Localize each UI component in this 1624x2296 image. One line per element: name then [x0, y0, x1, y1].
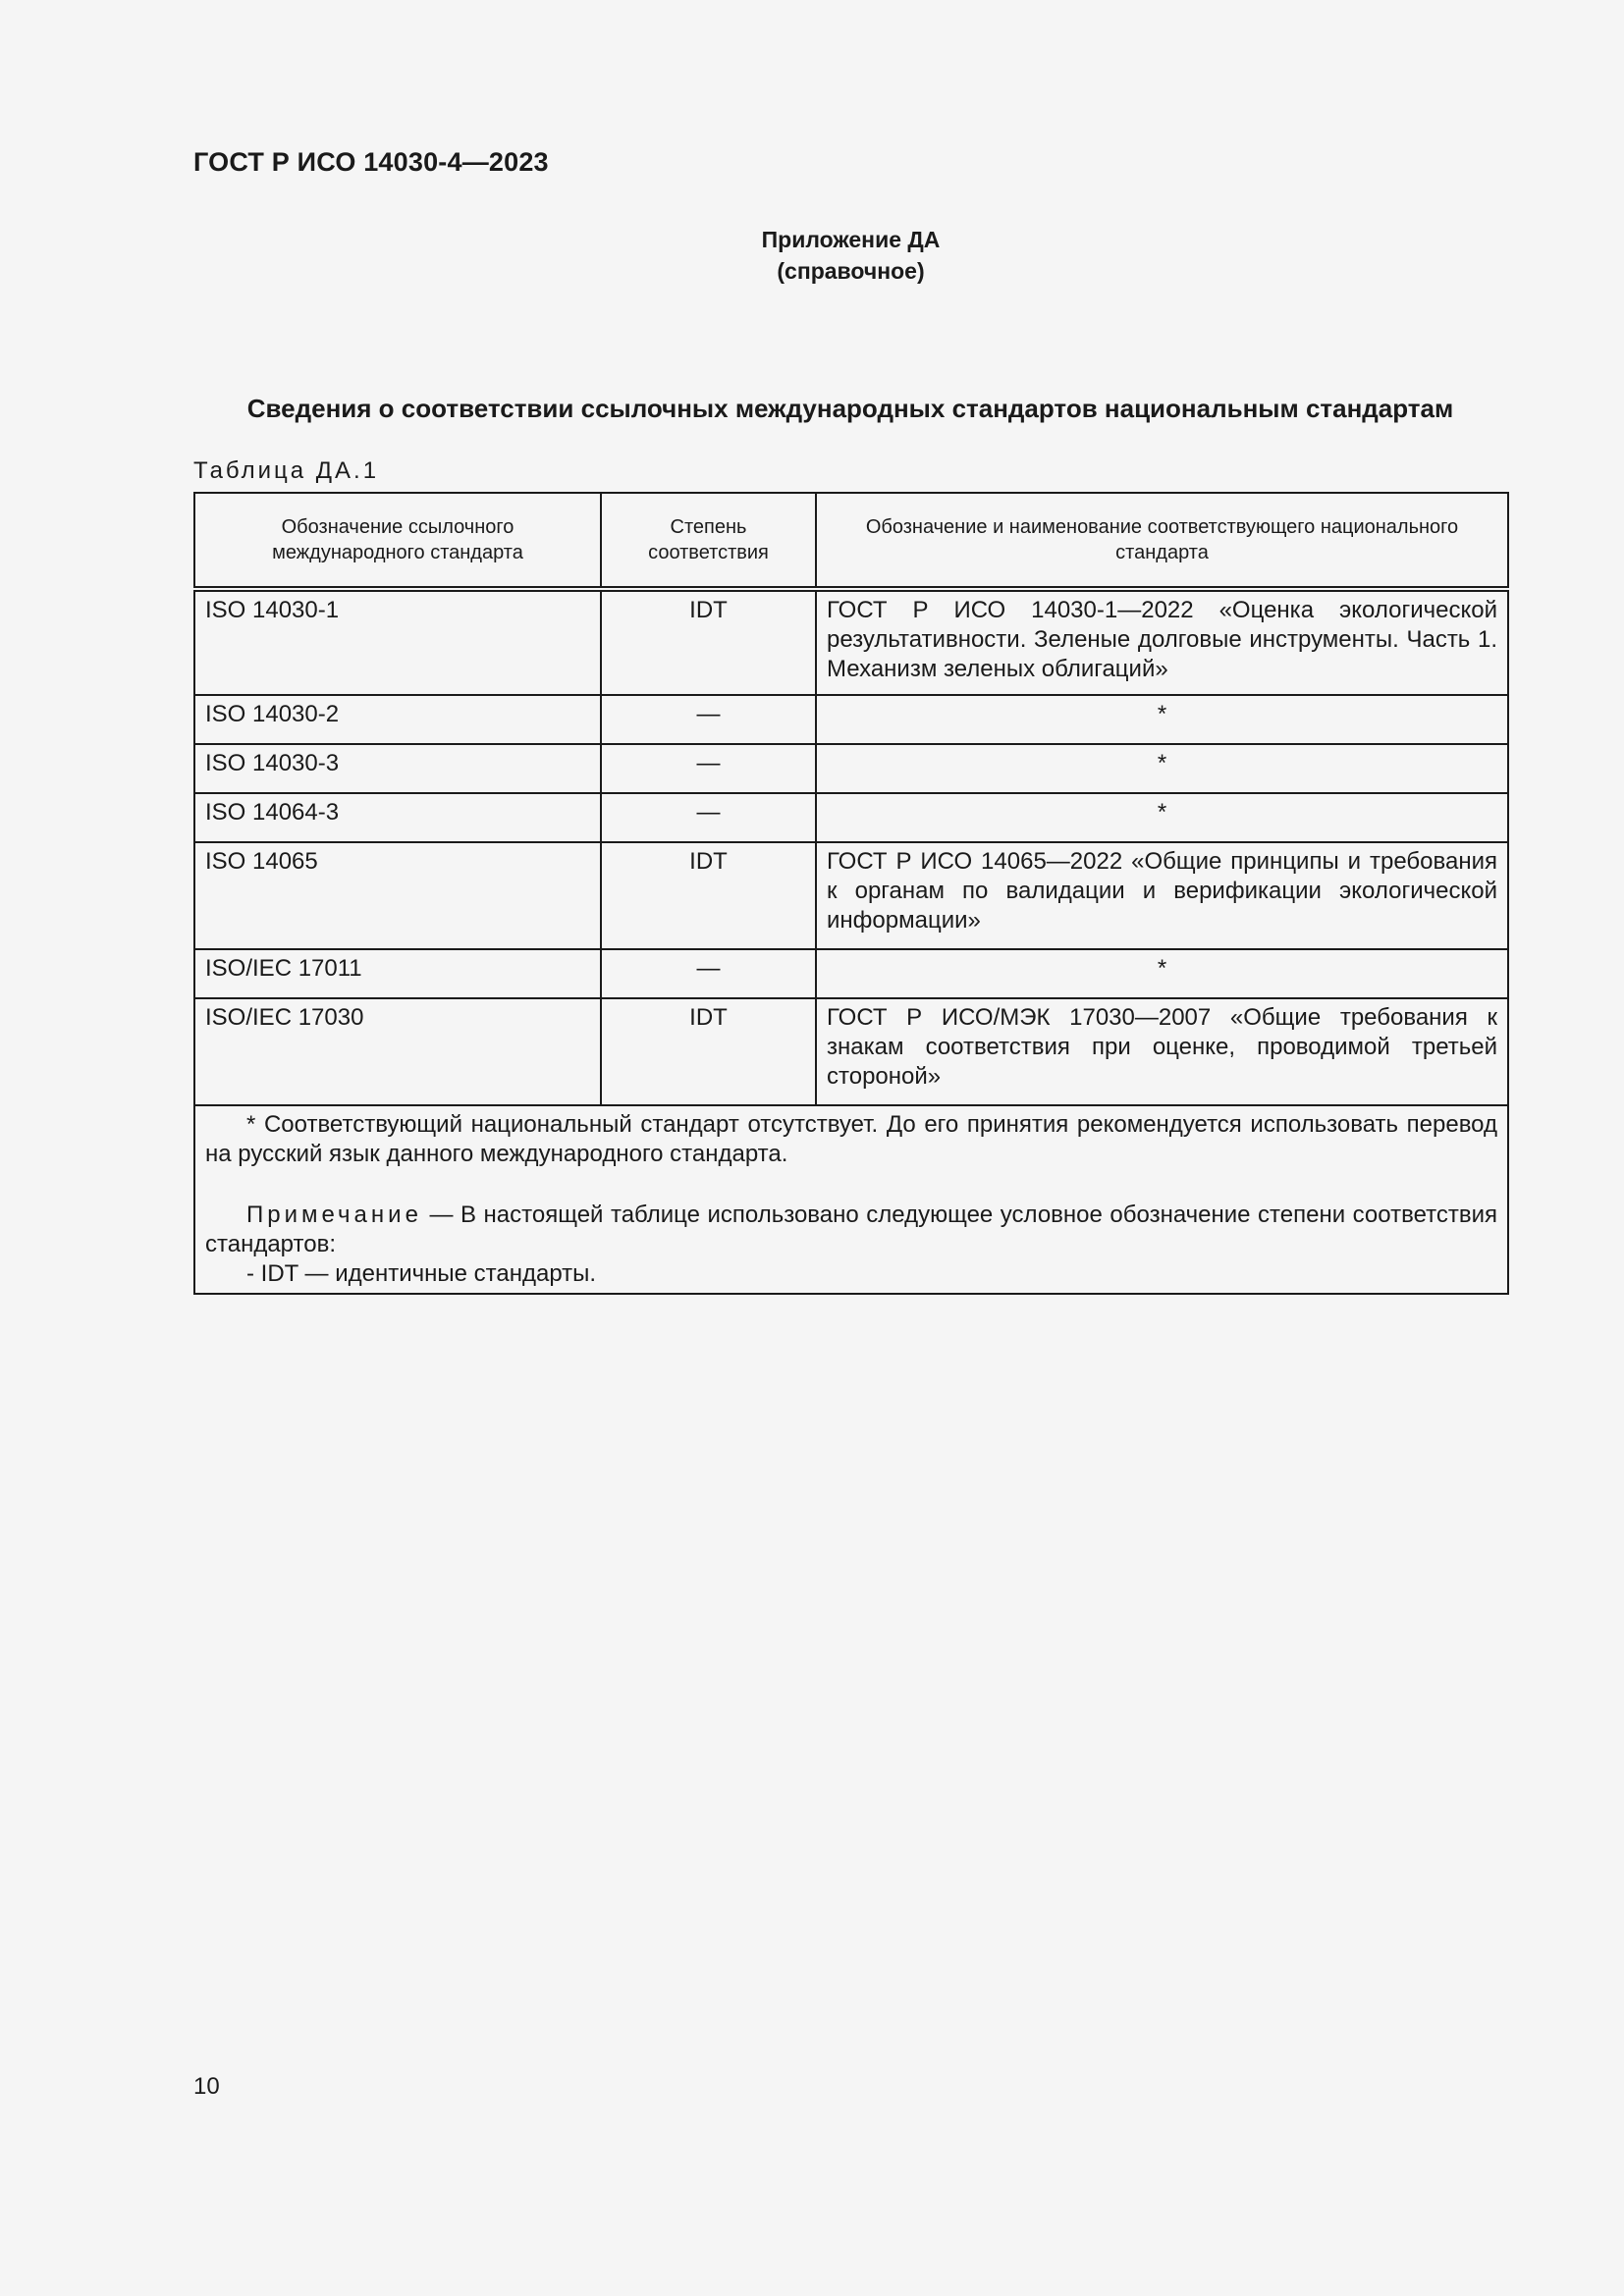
cell-degree: IDT [601, 998, 816, 1105]
cell-national: * [816, 949, 1508, 998]
appendix-title: Приложение ДА [761, 227, 941, 252]
footnote-text: * Соответствующий национальный стандарт отсутствует. До его принятия рекомендуется использовать перевод на русский язык данного международного стандарта. [205, 1111, 1497, 1167]
cell-national: * [816, 695, 1508, 744]
cell-national: * [816, 793, 1508, 842]
appendix-heading [0, 224, 1624, 287]
page-number: 10 [193, 2073, 220, 2100]
cell-national: * [816, 744, 1508, 793]
table-row [194, 793, 1508, 842]
table-row [194, 744, 1508, 793]
cell-degree: IDT [601, 842, 816, 949]
document-header: ГОСТ Р ИСО 14030-4—2023 [193, 147, 549, 177]
table-footnote-cell [194, 1105, 1508, 1294]
table-row [194, 695, 1508, 744]
table-row [194, 998, 1508, 1105]
cell-national: ГОСТ Р ИСО/МЭК 17030—2007 «Общие требования к знакам соответствия при оценке, проводимой третьей стороной» [816, 998, 1508, 1105]
note-item: - IDT — идентичные стандарты. [246, 1260, 597, 1287]
cell-code: ISO 14030-3 [194, 744, 601, 793]
table-header-row [194, 493, 1508, 589]
column-header-national-standard: Обозначение и наименование соответствующего национального стандарта [816, 493, 1508, 589]
cell-code: ISO 14030-2 [194, 695, 601, 744]
column-header-degree: Степень соответствия [601, 493, 816, 589]
cell-degree: — [601, 793, 816, 842]
table-row [194, 949, 1508, 998]
table-caption: Таблица ДА.1 [193, 457, 380, 484]
note-label: Примечание [246, 1201, 422, 1228]
cell-code: ISO/IEC 17030 [194, 998, 601, 1105]
cell-code: ISO 14065 [194, 842, 601, 949]
note-paragraph [205, 1201, 1497, 1259]
column-header-international-standard: Обозначение ссылочного международного стандарта [194, 493, 601, 589]
cell-degree: — [601, 695, 816, 744]
table-row [194, 589, 1508, 695]
note-text: — В настоящей таблице использовано следующее условное обозначение степени соответствия стандартов: [205, 1201, 1497, 1257]
cell-code: ISO/IEC 17011 [194, 949, 601, 998]
cell-code: ISO 14030-1 [194, 589, 601, 695]
cell-code: ISO 14064-3 [194, 793, 601, 842]
correspondence-table [193, 492, 1509, 1295]
cell-national: ГОСТ Р ИСО 14065—2022 «Общие принципы и требования к органам по валидации и верификации экологической информации» [816, 842, 1508, 949]
appendix-subtitle: (справочное) [777, 258, 925, 284]
cell-degree: IDT [601, 589, 816, 695]
section-title: Сведения о соответствии ссылочных международных стандартов национальным стандартам [246, 394, 1454, 423]
table-footnote-row [194, 1105, 1508, 1294]
cell-degree: — [601, 744, 816, 793]
cell-national: ГОСТ Р ИСО 14030-1—2022 «Оценка экологической результативности. Зеленые долговые инструменты. Часть 1. Механизм зеленых облигаций» [816, 589, 1508, 695]
cell-degree: — [601, 949, 816, 998]
table-row [194, 842, 1508, 949]
